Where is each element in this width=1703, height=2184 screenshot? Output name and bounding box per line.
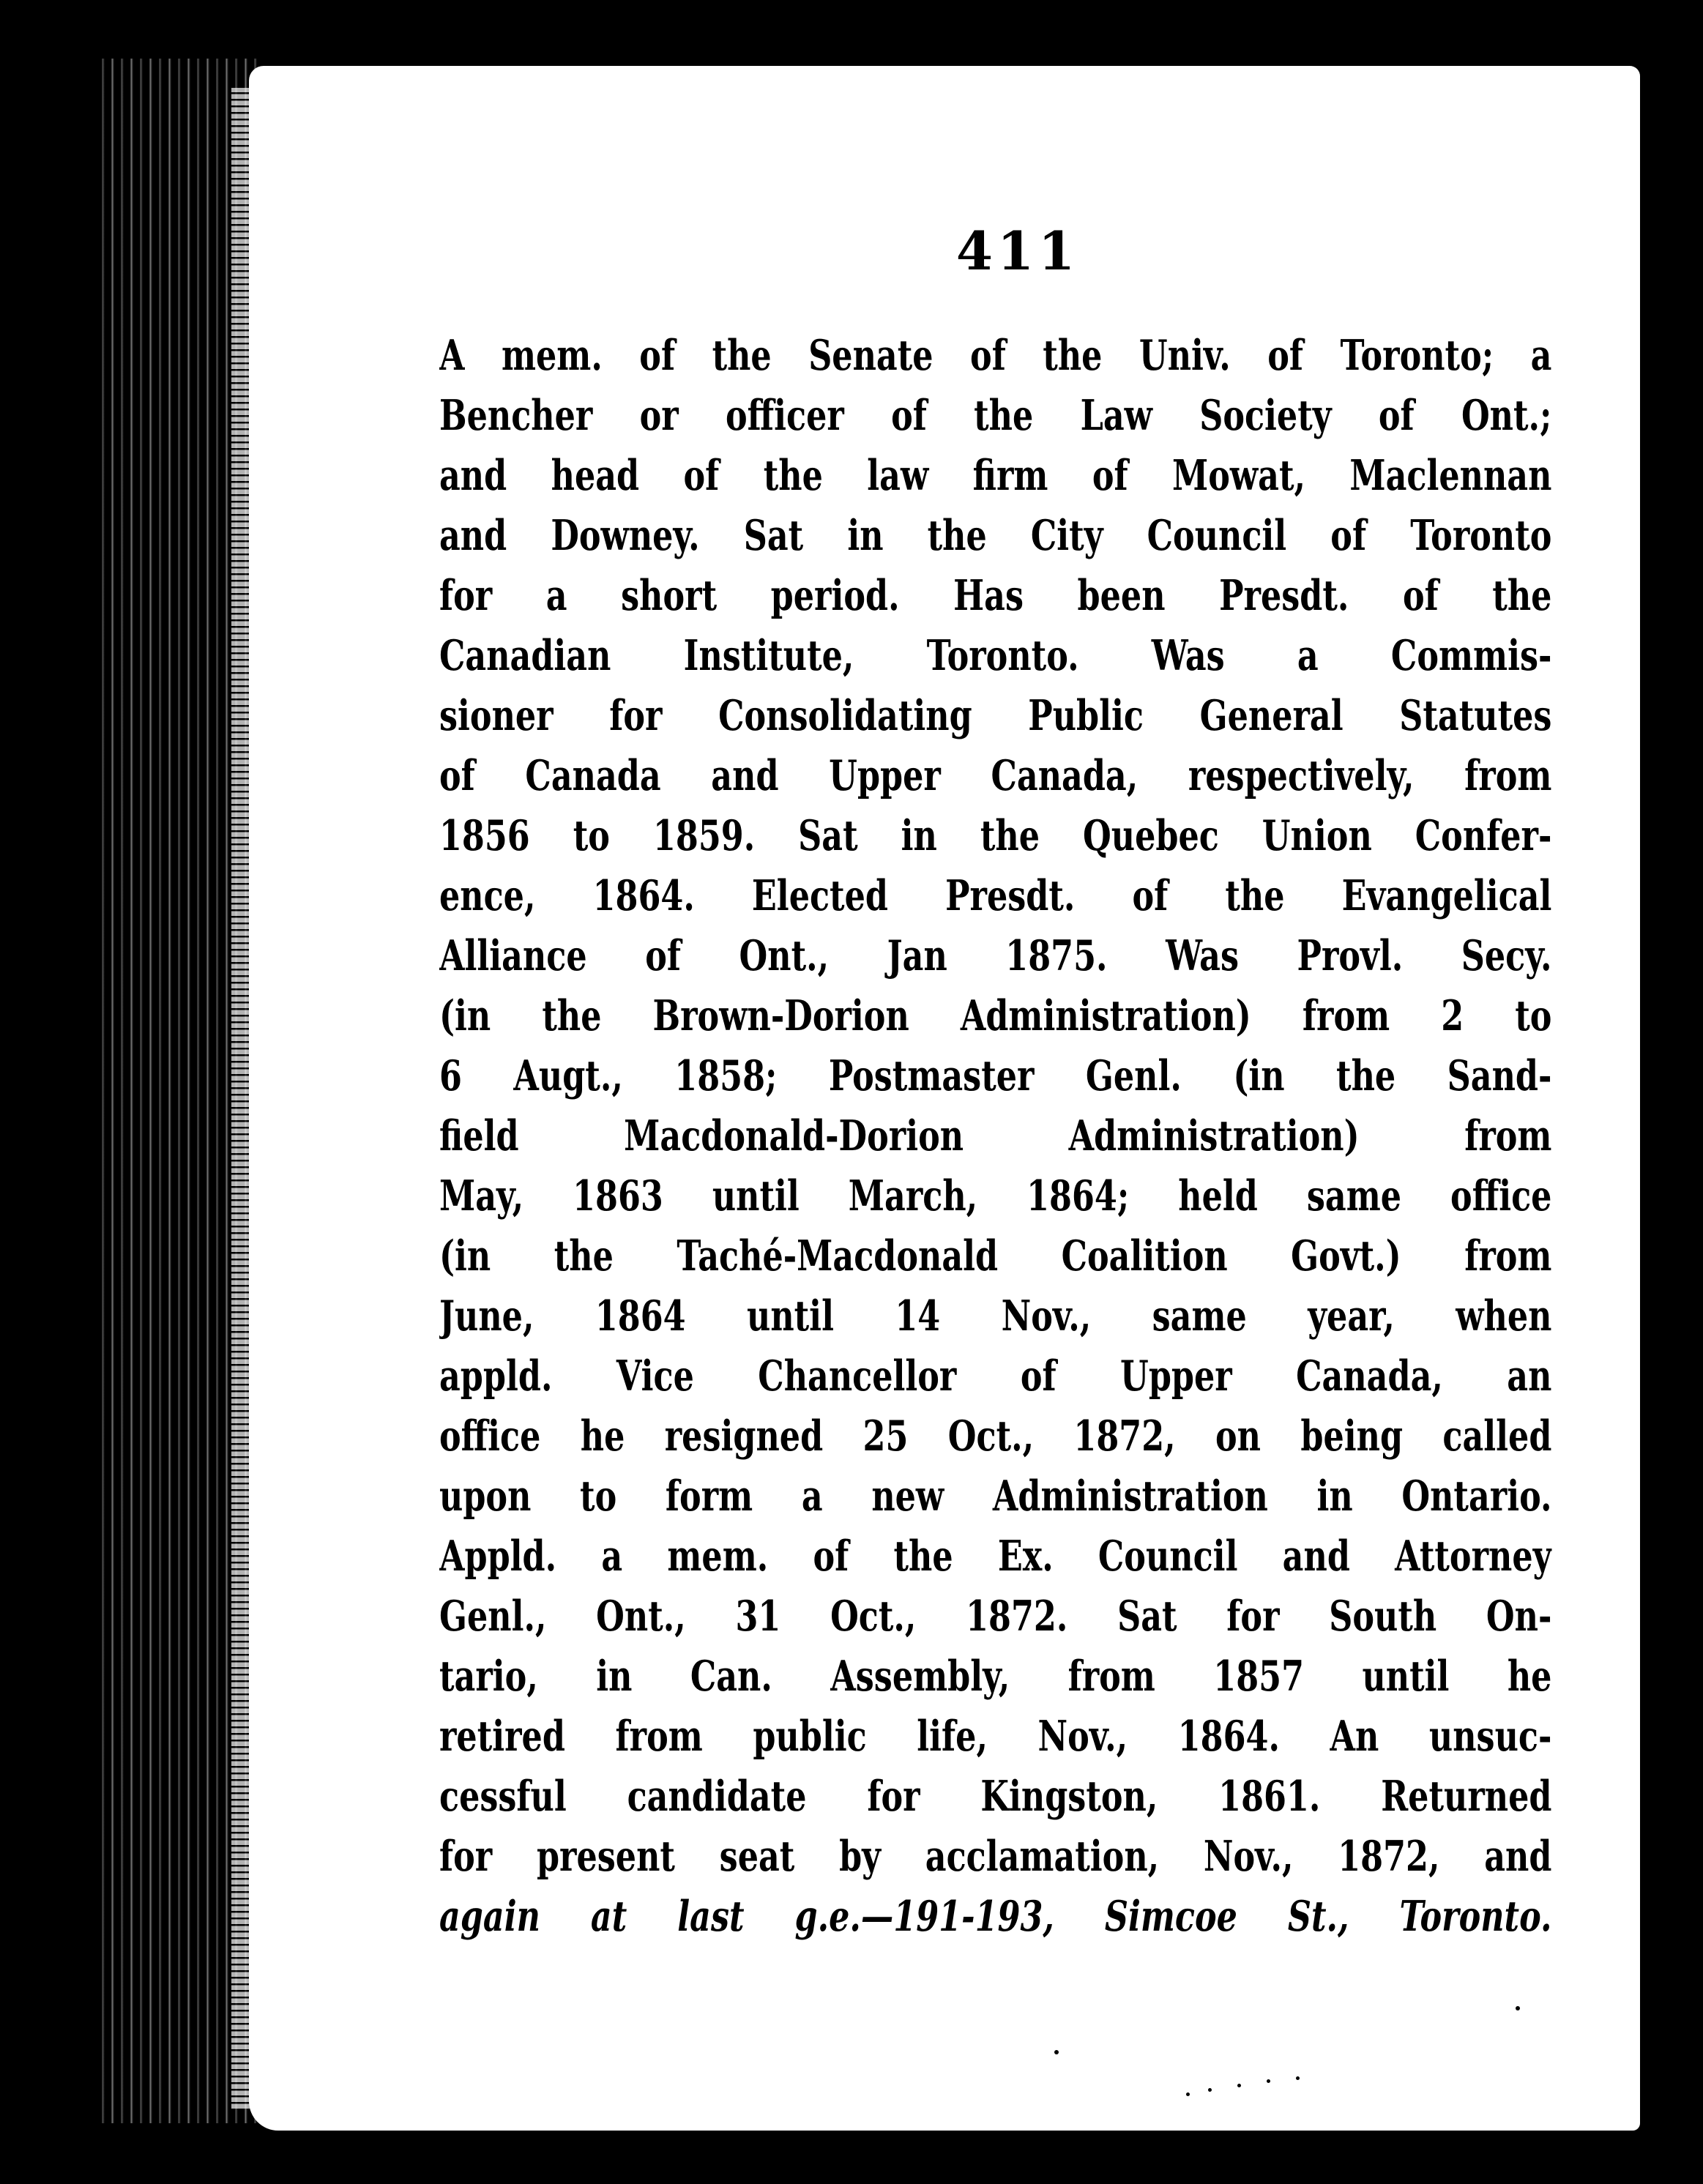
text-line: again at last g.e.—191-193, Simcoe St., Toronto. — [439, 1892, 1552, 1941]
text-line: field Macdonald-Dorion Administration) from — [439, 1111, 1552, 1160]
text-line: Bencher or officer of the Law Society of Ont.; — [439, 391, 1552, 440]
text-line: 6 Augt., 1858; Postmaster Genl. (in the Sand- — [439, 1051, 1552, 1100]
text-line: 1856 to 1859. Sat in the Quebec Union Confer- — [439, 811, 1552, 860]
text-line: Genl., Ont., 31 Oct., 1872. Sat for South On- — [439, 1592, 1552, 1641]
text-line: ence, 1864. Elected Presdt. of the Evangelical — [439, 871, 1552, 920]
text-line: June, 1864 until 14 Nov., same year, when — [439, 1292, 1552, 1341]
page-body-text — [439, 326, 1552, 1947]
text-line: appld. Vice Chancellor of Upper Canada, an — [439, 1352, 1552, 1401]
text-line: Appld. a mem. of the Ex. Council and Attorney — [439, 1532, 1552, 1581]
page-number: 411 — [955, 220, 1080, 282]
text-line: (in the Brown-Dorion Administration) from 2 to — [439, 991, 1552, 1040]
text-line: (in the Taché-Macdonald Coalition Govt.) from — [439, 1231, 1552, 1281]
text-line: Canadian Institute, Toronto. Was a Commis- — [439, 631, 1552, 680]
text-line: for present seat by acclamation, Nov., 1872, and — [439, 1832, 1552, 1881]
text-line: sioner for Consolidating Public General Statutes — [439, 691, 1552, 740]
text-line: Alliance of Ont., Jan 1875. Was Provl. Secy. — [439, 931, 1552, 980]
text-line: cessful candidate for Kingston, 1861. Returned — [439, 1772, 1552, 1821]
text-line: for a short period. Has been Presdt. of the — [439, 571, 1552, 620]
text-line: office he resigned 25 Oct., 1872, on being called — [439, 1412, 1552, 1461]
text-line: and head of the law firm of Mowat, Maclennan — [439, 451, 1552, 500]
text-line: A mem. of the Senate of the Univ. of Toronto; a — [439, 331, 1552, 380]
text-line: May, 1863 until March, 1864; held same office — [439, 1171, 1552, 1220]
text-line: tario, in Can. Assembly, from 1857 until he — [439, 1652, 1552, 1701]
text-line: and Downey. Sat in the City Council of Toronto — [439, 511, 1552, 560]
text-line: retired from public life, Nov., 1864. An unsuc- — [439, 1712, 1552, 1761]
text-line: of Canada and Upper Canada, respectively, from — [439, 751, 1552, 800]
text-line: upon to form a new Administration in Ontario. — [439, 1472, 1552, 1521]
